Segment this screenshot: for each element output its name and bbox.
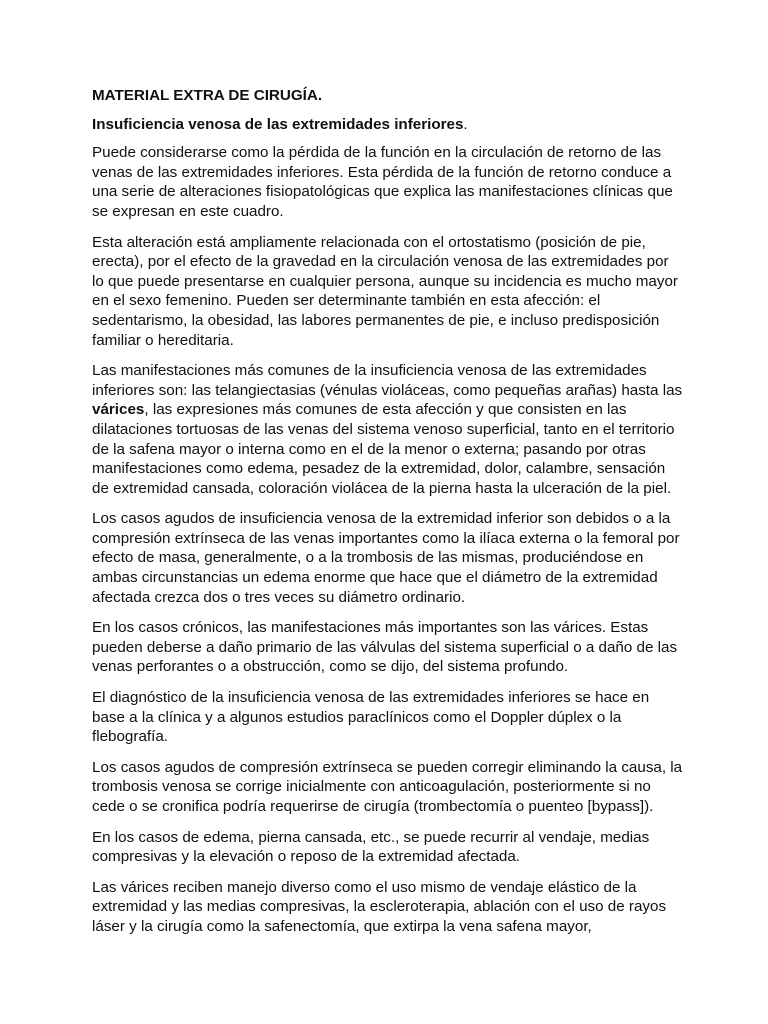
paragraph-manifestations-before: Las manifestaciones más comunes de la insuficiencia venosa de las extremidades inferiores son: las telangiectasias (vénulas violáceas, como pequeñas arañas) hasta las (92, 362, 683, 399)
paragraph-manifestations-after: , las expresiones más comunes de esta afección y que consisten en las dilataciones tortuosas de las venas del sistema venoso superficial, tanto en el territorio de la safena mayor o interna como en el de la menor o externa; pasando por otras manifestaciones como edema, pesadez de la extremidad, dolor, calambre, sensación de extremidad cansada, coloración violácea de la pierna hasta la ulceración de la piel. (92, 401, 675, 497)
document-title: MATERIAL EXTRA DE CIRUGÍA. (92, 87, 323, 104)
paragraph-manifestations-bold: várices (92, 401, 145, 419)
paragraph-definition: Puede considerarse como la pérdida de la función en la circulación de retorno de las venas de las extremidades inferiores. Esta pérdida de la función de retorno conduce a una serie de alteraciones fisiopatológicas que explica las manifestaciones clínicas que se expresan en este cuadro. (92, 144, 673, 220)
paragraph-chronic-cases: En los casos crónicos, las manifestaciones más importantes son las várices. Estas pueden deberse a daño primario de las válvulas del sistema superficial o a daño de las venas perforantes o a obstrucción, como se dijo, del sistema profundo. (92, 619, 678, 676)
document-subtitle (92, 115, 684, 135)
paragraph-diagnosis: El diagnóstico de la insuficiencia venosa de las extremidades inferiores se hace en base a la clínica y a algunos estudios paraclínicos como el Doppler dúplex o la flebografía. (92, 689, 650, 746)
paragraph-causes: Esta alteración está ampliamente relacionada con el ortostatismo (posición de pie, erecta), por el efecto de la gravedad en la circulación venosa de las extremidades por lo que puede presentarse en cualquier persona, aunque su incidencia es mucho mayor en el sexo femenino. Pueden ser determinante también en esta afección: el sedentarismo, la obesidad, las labores permanentes de pie, e incluso predisposición familiar o hereditaria. (92, 233, 678, 349)
document-page (92, 86, 684, 948)
document-subtitle-suffix: . (463, 115, 468, 133)
paragraph-varices-treatment: Las várices reciben manejo diverso como el uso mismo de vendaje elástico de la extremidad y las medias compresivas, la escleroterapia, ablación con el uso de rayos láser y la cirugía como la safenectomía, que extirpa la vena safena mayor, (92, 878, 667, 935)
paragraph-acute-cases: Los casos agudos de insuficiencia venosa de la extremidad inferior son debidos o a la compresión extrínseca de las venas importantes como la ilíaca externa o la femoral por efecto de masa, generalmente, o a la trombosis de las mismas, produciéndose en ambas circunstancias un edema enorme que hace que el diámetro de la extremidad afectada crezca dos o tres veces su diámetro ordinario. (92, 510, 680, 606)
paragraph-acute-treatment: Los casos agudos de compresión extrínseca se pueden corregir eliminando la causa, la trombosis venosa se corrige inicialmente con anticoagulación, posteriormente si no cede o se cronifica podría requerirse de cirugía (trombectomía o puenteo [bypass]). (92, 758, 683, 815)
paragraph-manifestations (92, 361, 684, 498)
document-subtitle-text: Insuficiencia venosa de las extremidades inferiores (92, 115, 464, 133)
paragraph-edema-treatment: En los casos de edema, pierna cansada, etc., se puede recurrir al vendaje, medias compresivas y la elevación o reposo de la extremidad afectada. (92, 828, 650, 866)
